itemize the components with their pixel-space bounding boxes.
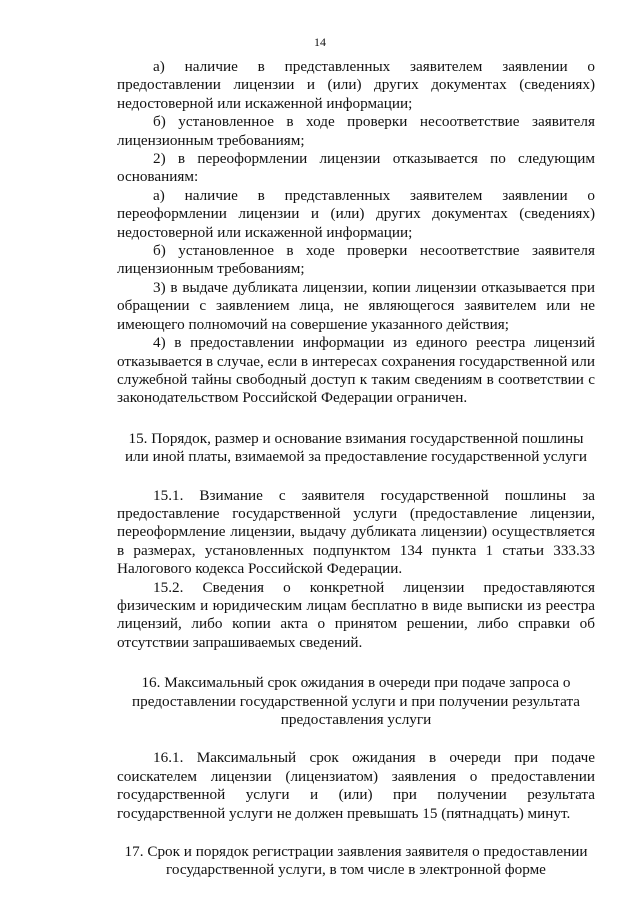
paragraph: 2) в переоформлении лицензии отказывается по следующим основаниям: [117,150,595,186]
paragraph: а) наличие в представленных заявителем заявлении о переоформлении лицензии и (или) других документах (сведениях) недостоверной или искаженной информации; [117,186,595,241]
section-15-heading: 15. Порядок, размер и основание взимания государственной пошлины или иной платы, взимаемой за предоставление государственной услуги [124,429,588,466]
paragraph-15-1: 15.1. Взимание с заявителя государственной пошлины за предоставление государственной услуги (предоставление лицензии, переоформление лицензии, выдачу дубликата лицензии) осуществляется в размерах, установленных подпунктом 134 пункта 1 статьи 333.33 Налогового кодекса Российской Федерации. [117,486,595,578]
section-17-heading: 17. Срок и порядок регистрации заявления заявителя о предоставлении государственной услуги, в том числе в электронной форме [124,843,588,879]
paragraph: б) установленное в ходе проверки несоответствие заявителя лицензионным требованиям; [117,242,595,278]
paragraph: а) наличие в представленных заявителем заявлении о предоставлении лицензии и (или) других документах (сведениях) недостоверной или искаженной информации; [117,58,595,112]
document-body [117,58,595,880]
paragraph: 4) в предоставлении информации из единого реестра лицензий отказывается в случае, если в интересах сохранения государственной или служебной тайны свободный доступ к таким сведениям в соответствии с законодательством Российской Федерации ограничен. [117,334,595,407]
paragraph-15-2: 15.2. Сведения о конкретной лицензии предоставляются физическим и юридическим лицам бесплатно в виде выписки из реестра лицензий, либо копии акта о принятом решении, либо справки об отсутствии запрашиваемых сведений. [117,578,595,651]
page-number: 14 [314,35,326,49]
paragraph: б) установленное в ходе проверки несоответствие заявителя лицензионным требованиям; [117,113,595,149]
section-16-heading: 16. Максимальный срок ожидания в очереди при подаче запроса о предоставлении государственной услуги и при получении результата предоставления услуги [131,674,581,728]
paragraph: 3) в выдаче дубликата лицензии, копии лицензии отказывается при обращении с заявлением лица, не являющегося заявителем или не имеющего полномочий на совершение указанного действия; [117,278,595,333]
paragraph-16-1: 16.1. Максимальный срок ожидания в очереди при подаче соискателем лицензии (лицензиатом) заявления о предоставлении государственной услуги и (или) при получении результата государственной услуги не должен превышать 15 (пятнадцать) минут. [117,749,595,822]
